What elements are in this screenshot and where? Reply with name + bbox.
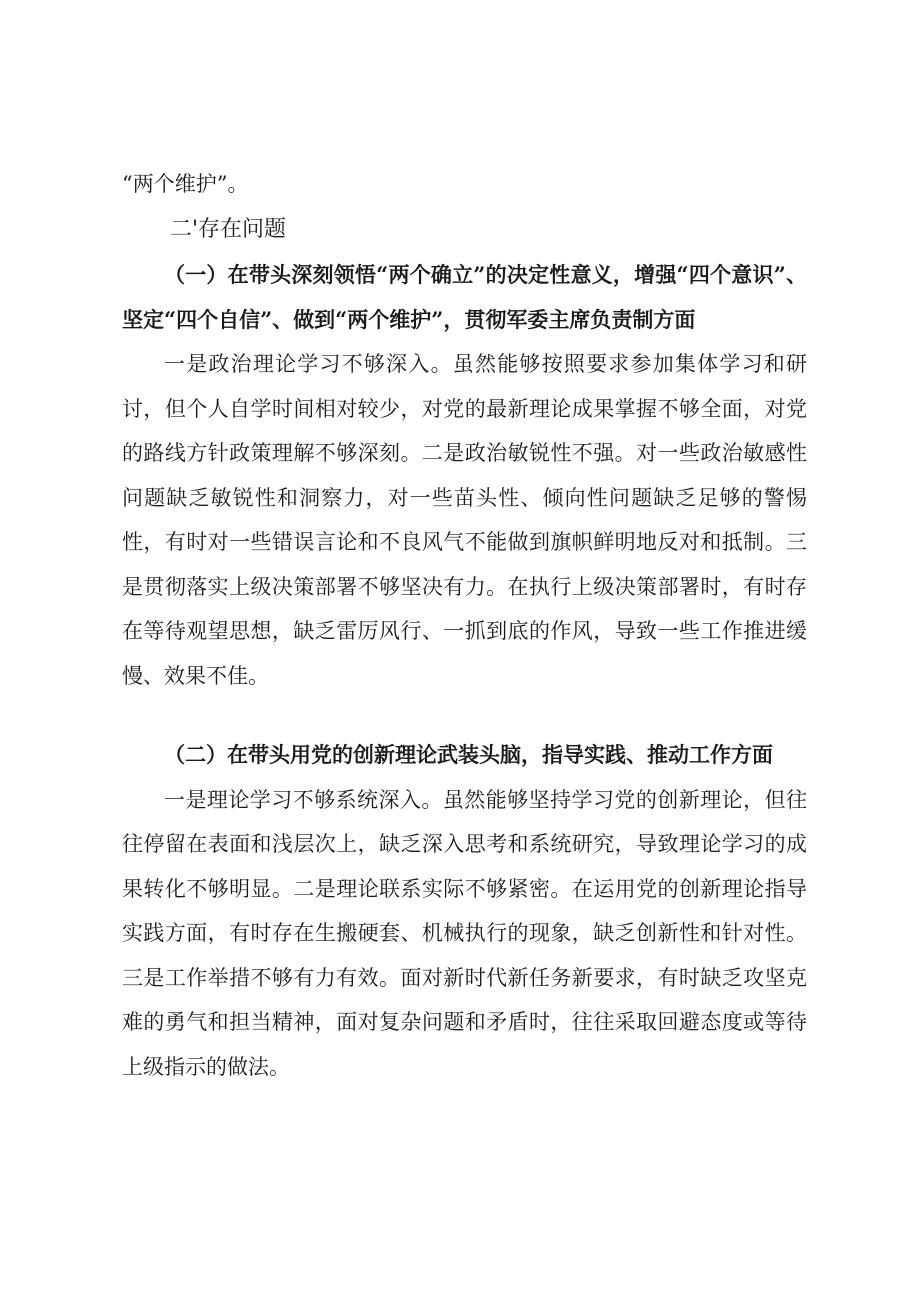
section-title: 二'存在问题 — [170, 217, 287, 242]
subsection-2 — [122, 733, 807, 1089]
subsection-1 — [122, 253, 807, 698]
continuation-block — [122, 162, 807, 207]
subsection-2-body: 一是理论学习不够系统深入。虽然能够坚持学习党的创新理论，但往往停留在表面和浅层次上，缺乏深入思考和系统研究，导致理论学习的成果转化不够明显。二是理论联系实际不够紧密。在运用党的创新理论指导实践方面，有时存在生搬硬套、机械执行的现象，缺乏创新性和针对性。三是工作举措不够有力有效。面对新时代新任务新要求，有时缺乏攻坚克难的勇气和担当精神，面对复杂问题和矛盾时，往往采取回避态度或等待上级指示的做法。 — [122, 787, 807, 1079]
subsection-2-title: （二）在带头用党的创新理论武装头脑，指导实践、推动工作方面 — [164, 742, 773, 767]
subsection-1-body: 一是政治理论学习不够深入。虽然能够按照要求参加集体学习和研讨，但个人自学时间相对较少，对党的最新理论成果掌握不够全面，对党的路线方针政策理解不够深刻。二是政治敏锐性不强。对一些政治敏感性问题缺乏敏锐性和洞察力，对一些苗头性、倾向性问题缺乏足够的警惕性，有时对一些错误言论和不良风气不能做到旗帜鲜明地反对和抵制。三是贯彻落实上级决策部署不够坚决有力。在执行上级决策部署时，有时存在等待观望思想，缺乏雷厉风行、一抓到底的作风，导致一些工作推进缓慢、效果不佳。 — [122, 352, 807, 688]
continuation-text: “两个维护”。 — [122, 172, 249, 196]
subsection-1-title: （一）在带头深刻领悟“两个确立”的决定性意义，增强“四个意识”、坚定“四个自信”、做到“两个维护”，贯彻军委主席负责制方面 — [122, 262, 807, 332]
